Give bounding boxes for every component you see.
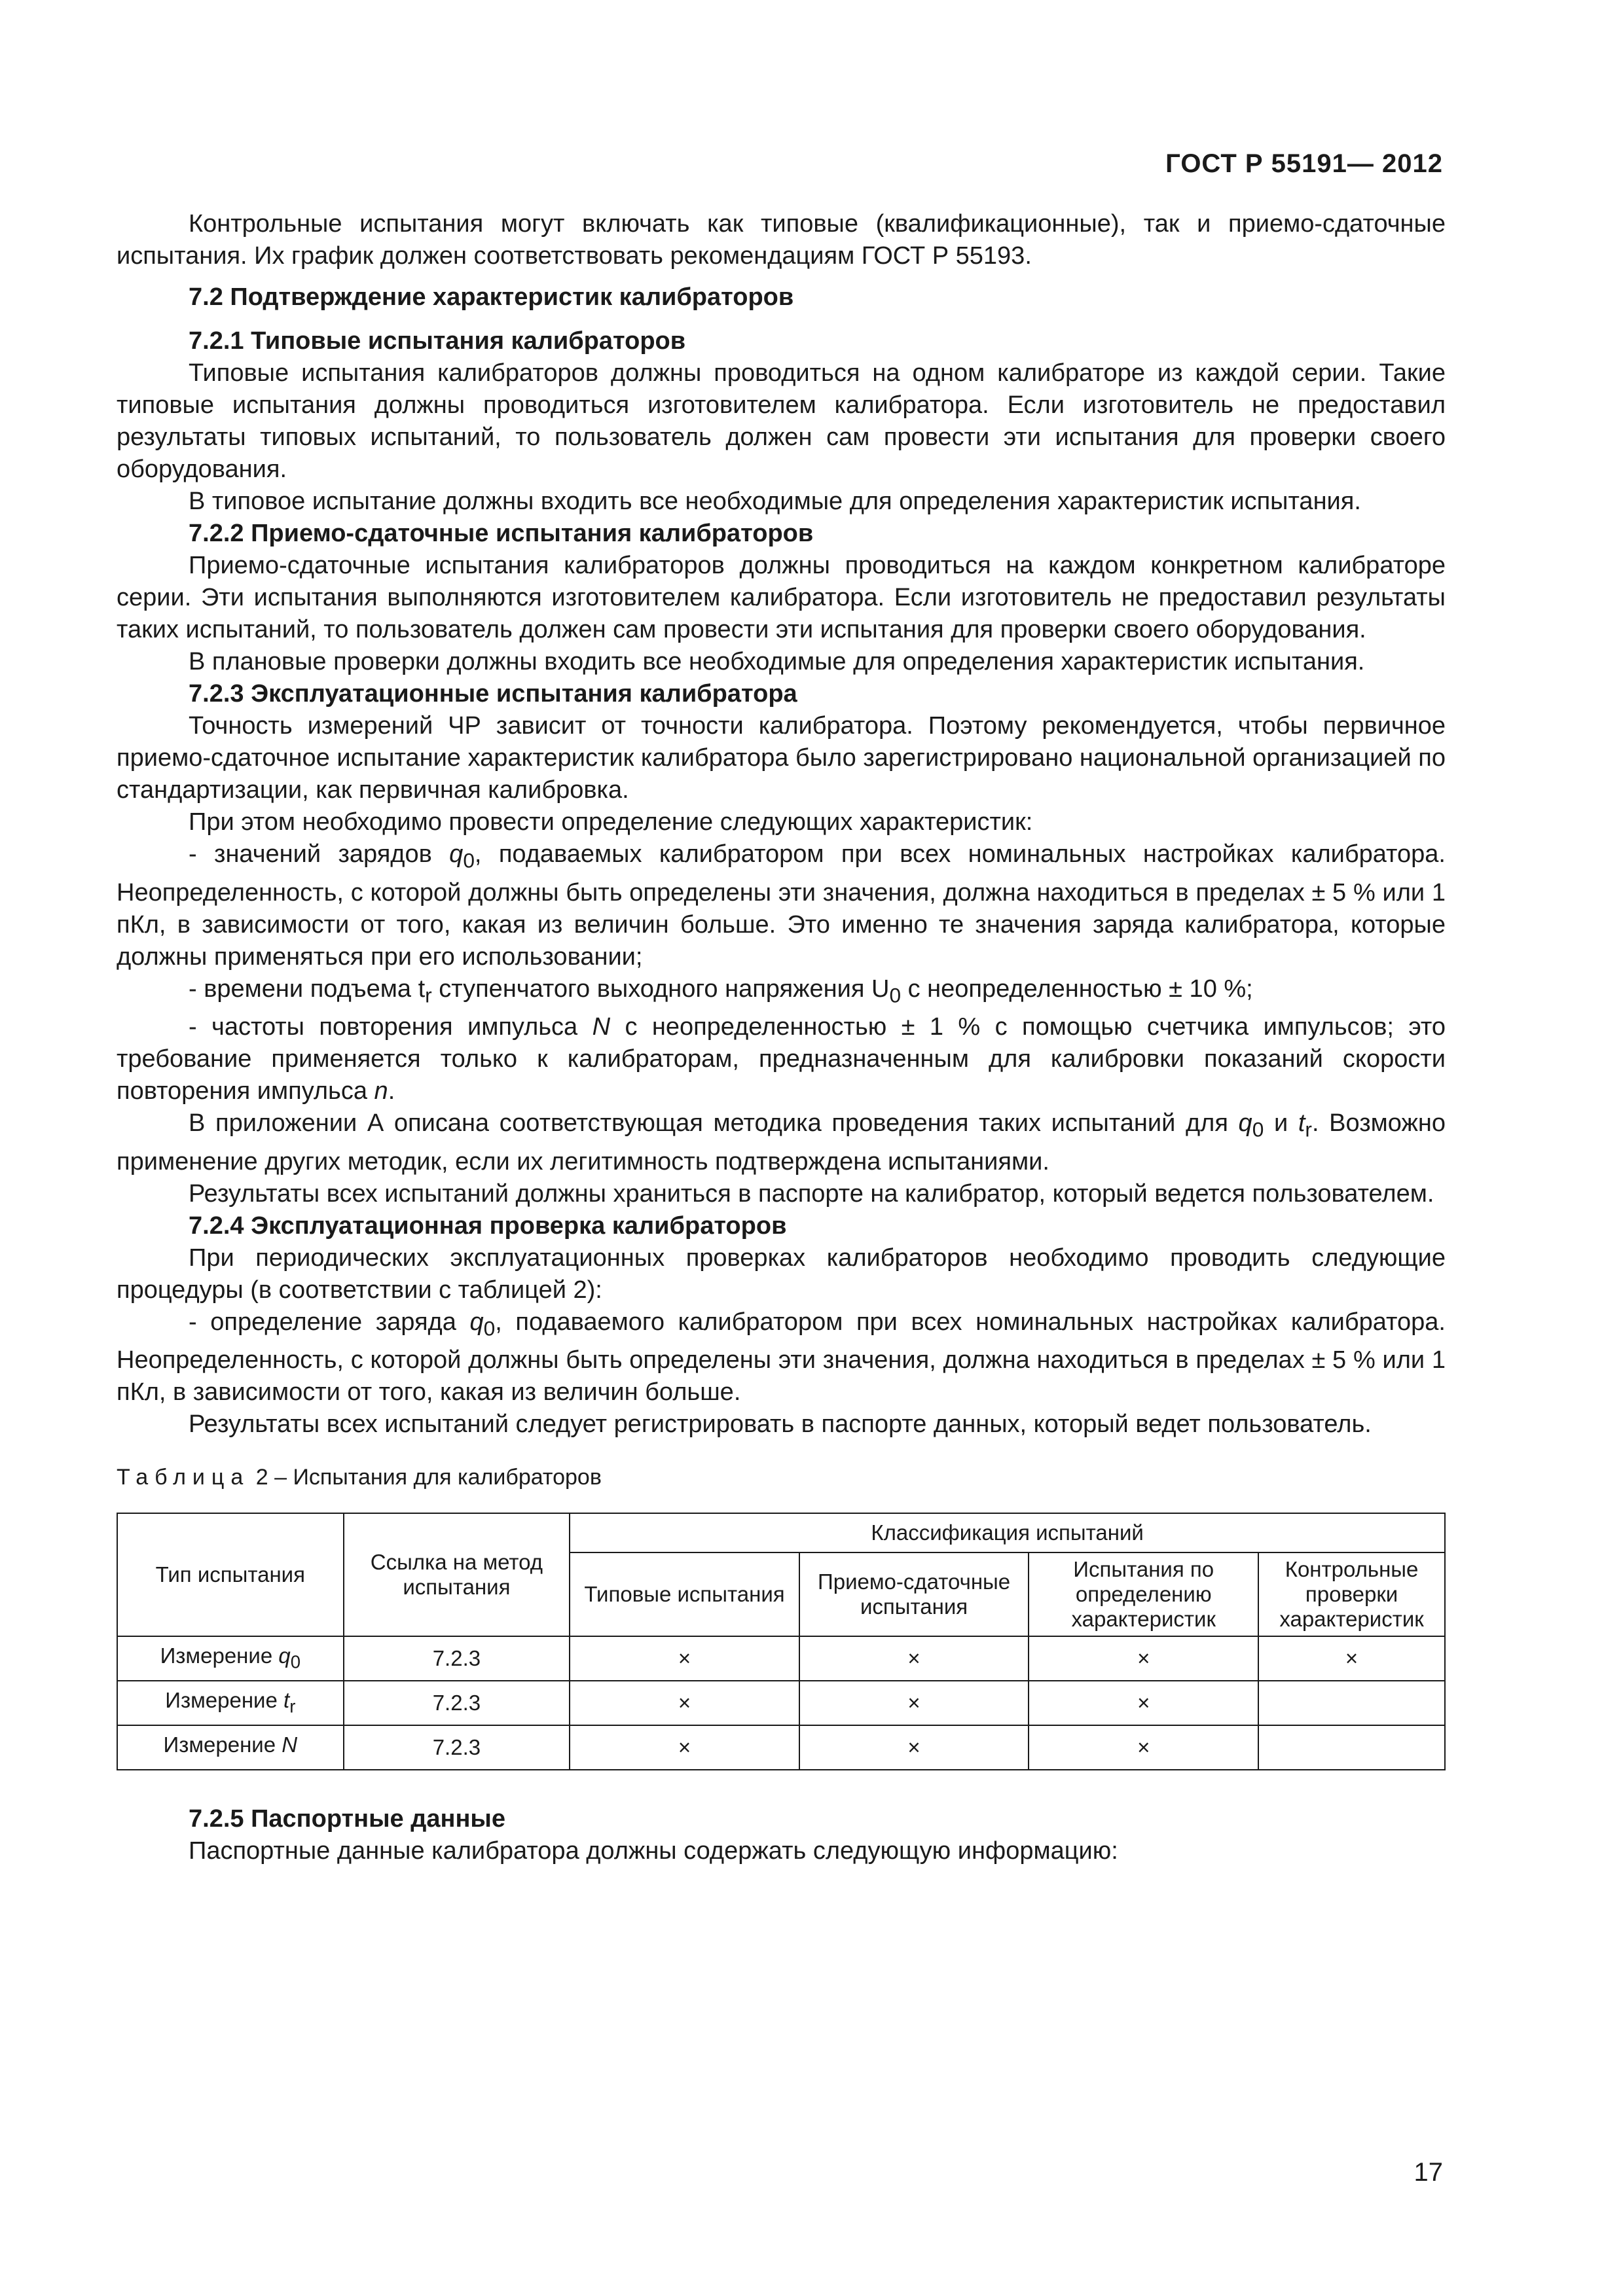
paragraph-intro: Контрольные испытания могут включать как типовые (квалификационные), так и приемо-сдаточные испытания. Их график должен соответствовать рекомендациям ГОСТ Р 55193.: [117, 210, 1446, 270]
paragraph: При периодических эксплуатационных проверках калибраторов необходимо проводить следующие процедуры (в соответствии с таблицей 2):: [117, 1244, 1446, 1304]
table-row: [117, 1636, 1445, 1681]
table-cell-mark: ×: [570, 1636, 799, 1681]
column-header-characterization-tests: Испытания по определению характеристик: [1029, 1552, 1258, 1636]
table-cell-mark: ×: [799, 1681, 1029, 1725]
table-row: [117, 1725, 1445, 1770]
section-heading-7-2-2: 7.2.2 Приемо-сдаточные испытания калибраторов: [189, 520, 814, 547]
calibrator-tests-table: [117, 1513, 1446, 1770]
section-heading-7-2-1: 7.2.1 Типовые испытания калибраторов: [189, 327, 686, 355]
paragraph-appendix-ref: В приложении А описана соответствующая методика проведения таких испытаний для $q_0$ и $t_r$. Возможно применение других методик, если их легитимность подтверждена испытаниями.: [117, 1109, 1446, 1175]
paragraph: Приемо-сдаточные испытания калибраторов должны проводиться на каждом конкретном калибраторе серии. Эти испытания выполняются изготовителем калибратора. Если изготовитель не предоставил результаты таких испытаний, то пользователь должен сам провести эти испытания для проверки своего оборудования.: [117, 552, 1446, 643]
section-heading-7-2-4: 7.2.4 Эксплуатационная проверка калибраторов: [189, 1211, 787, 1240]
list-item-pulse-rate: - частоты повторения импульса N с неопределенностью ± 1 % с помощью счетчика импульсов; это требование применяется только к калибраторам, предназначенным для калибровки показаний скорости повторения импульса n.: [117, 1013, 1446, 1105]
table-cell-test-name: Измерение $q_0$: [117, 1636, 344, 1681]
paragraph: В плановые проверки должны входить все необходимые для определения характеристик испытания.: [189, 648, 1365, 675]
paragraph: В типовое испытание должны входить все необходимые для определения характеристик испытания.: [189, 488, 1361, 515]
table-cell-mark: ×: [1029, 1681, 1258, 1725]
list-item-charge-check: - определение заряда $q_0$, подаваемого калибратором при всех номинальных настройках калибратора. Неопределенность, с которой должны быть определены эти значения, должна находиться в пределах ± 5 % или 1 пКл, в зависимости от того, какая из величин больше.: [117, 1308, 1446, 1407]
column-header-method-ref: Ссылка на метод испытания: [344, 1513, 570, 1636]
table-cell-ref: 7.2.3: [344, 1681, 570, 1725]
table-cell-test-name: Измерение N: [117, 1725, 344, 1770]
table-cell-mark: [1258, 1681, 1445, 1725]
table-caption: Таблица 2 – Испытания для калибраторов: [117, 1465, 602, 1490]
column-header-type-tests: Типовые испытания: [570, 1552, 799, 1636]
table-cell-mark: ×: [799, 1725, 1029, 1770]
table-cell-mark: [1258, 1725, 1445, 1770]
list-item-rise-time: - времени подъема $t_r$ ступенчатого выходного напряжения $U_0$ с неопределенностью ± 10 %;: [189, 975, 1253, 1007]
paragraph: Точность измерений ЧР зависит от точности калибратора. Поэтому рекомендуется, чтобы первичное приемо-сдаточное испытание характеристик калибратора было зарегистрировано национальной организацией по стандартизации, как первичная калибровка.: [117, 712, 1446, 804]
table-cell-mark: ×: [570, 1681, 799, 1725]
column-group-classification: Классификация испытаний: [570, 1513, 1445, 1552]
paragraph: Результаты всех испытаний должны храниться в паспорте на калибратор, который ведется пользователем.: [189, 1179, 1434, 1208]
table-cell-ref: 7.2.3: [344, 1725, 570, 1770]
section-heading-7-2-3: 7.2.3 Эксплуатационные испытания калибратора: [189, 680, 797, 708]
column-header-type: Тип испытания: [117, 1513, 344, 1636]
table-row: [117, 1681, 1445, 1725]
section-heading-7-2-5: 7.2.5 Паспортные данные: [189, 1805, 505, 1833]
table-cell-mark: ×: [799, 1636, 1029, 1681]
paragraph: Результаты всех испытаний следует регистрировать в паспорте данных, который ведет пользователь.: [189, 1410, 1372, 1439]
section-heading-7-2: 7.2 Подтверждение характеристик калибраторов: [189, 283, 794, 311]
paragraph: При этом необходимо провести определение следующих характеристик:: [189, 808, 1033, 836]
table-cell-mark: ×: [570, 1725, 799, 1770]
page-number: 17: [1413, 2158, 1443, 2187]
table-cell-ref: 7.2.3: [344, 1636, 570, 1681]
document-body: [117, 208, 1446, 1867]
section-7-2-5: [117, 1803, 1446, 1867]
document-header: ГОСТ Р 55191— 2012: [1165, 149, 1443, 178]
table-cell-test-name: Измерение $t_r$: [117, 1681, 344, 1725]
column-header-acceptance-tests: Приемо-сдаточные испытания: [799, 1552, 1029, 1636]
table-cell-mark: ×: [1029, 1725, 1258, 1770]
table-cell-mark: ×: [1258, 1636, 1445, 1681]
paragraph: Типовые испытания калибраторов должны проводиться на одном калибраторе из каждой серии. Такие типовые испытания должны проводиться изготовителем калибратора. Если изготовитель не предоставил результаты типовых испытаний, то пользователь должен сам провести эти испытания для проверки своего оборудования.: [117, 359, 1446, 483]
column-header-control-checks: Контрольные проверки характеристик: [1258, 1552, 1445, 1636]
paragraph: Паспортные данные калибратора должны содержать следующую информацию:: [189, 1837, 1118, 1865]
table-cell-mark: ×: [1029, 1636, 1258, 1681]
list-item-charge: - значений зарядов $q_0$, подаваемых калибратором при всех номинальных настройках калибратора. Неопределенность, с которой должны быть определены эти значения, должна находиться в пределах ± 5 % или 1 пКл, в зависимости от того, какая из величин больше. Это именно те значения заряда калибратора, которые должны применяться при его использовании;: [117, 840, 1446, 971]
